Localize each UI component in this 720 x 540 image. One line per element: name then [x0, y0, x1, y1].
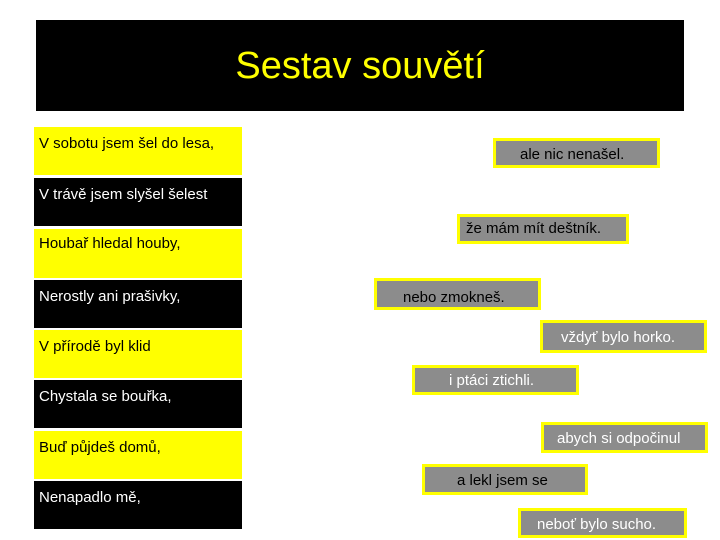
right-clause-3[interactable]: [374, 278, 541, 310]
right-clause-8[interactable]: [518, 508, 687, 538]
left-clause-6[interactable]: Chystala se bouřka,: [34, 380, 242, 428]
right-clause-6-text: abych si odpočinul: [557, 430, 681, 447]
right-clause-5-text: i ptáci ztichli.: [449, 372, 535, 389]
right-clause-1-text: ale nic nenašel.: [520, 146, 625, 163]
slide-title: Sestav souvětí: [235, 45, 485, 87]
right-clause-6[interactable]: [541, 422, 708, 453]
right-clause-4-text: vždyť bylo horko.: [561, 329, 676, 346]
right-clause-4[interactable]: [540, 320, 707, 353]
left-clause-3[interactable]: [34, 229, 242, 278]
right-clause-1[interactable]: [493, 138, 660, 168]
right-clause-5[interactable]: [412, 365, 579, 395]
title-bar: [36, 20, 684, 111]
right-clause-3-text: nebo zmokneš.: [403, 289, 505, 306]
left-clause-8[interactable]: Nenapadlo mě,: [34, 481, 242, 529]
left-clause-7[interactable]: Buď půjdeš domů,: [34, 431, 242, 479]
left-clause-3-text: Houbař hledal houby,: [39, 235, 181, 252]
right-clause-8-text: neboť bylo sucho.: [537, 516, 657, 533]
right-clause-2[interactable]: [457, 214, 629, 244]
left-clause-4[interactable]: Nerostly ani prašivky,: [34, 280, 242, 328]
right-clause-7-text: a lekl jsem se: [457, 472, 548, 489]
left-clause-1[interactable]: V sobotu jsem šel do lesa,: [34, 127, 242, 175]
left-clause-5[interactable]: V přírodě byl klid: [34, 330, 242, 378]
right-clause-2-text: že mám mít deštník.: [466, 220, 602, 237]
left-clause-2[interactable]: V trávě jsem slyšel šelest: [34, 178, 242, 226]
right-clause-7[interactable]: [422, 464, 588, 495]
